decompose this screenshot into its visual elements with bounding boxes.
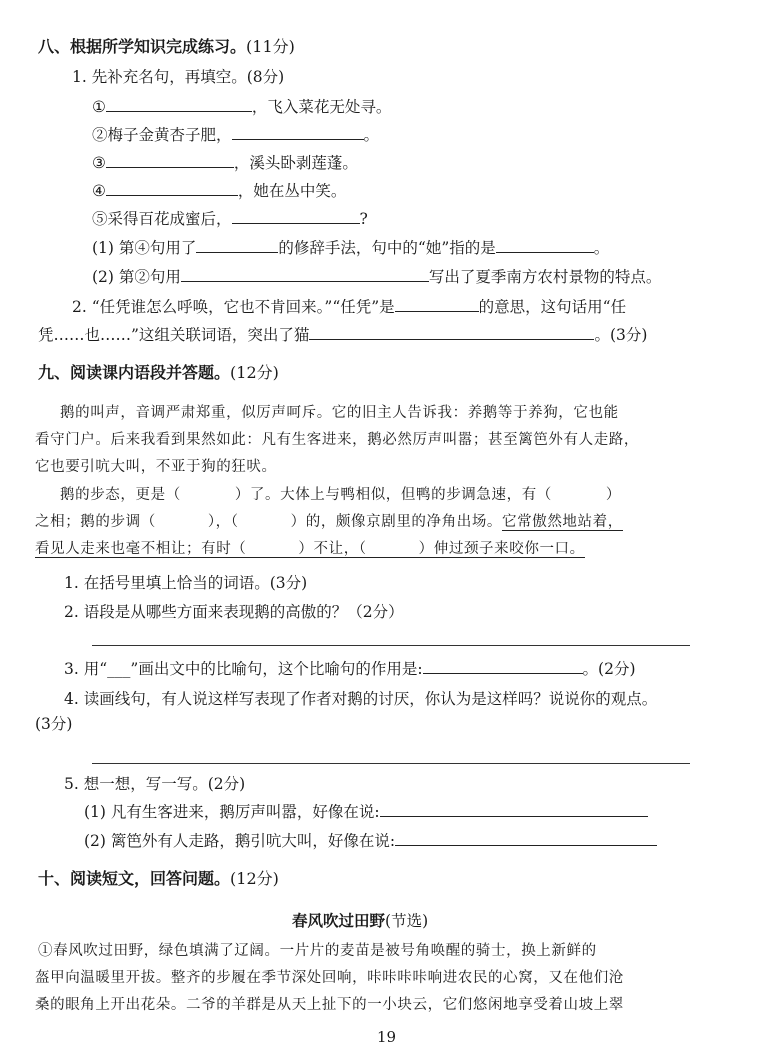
underlined-sentence: 它常傲然地站着， [502,514,623,530]
blank[interactable] [496,237,594,253]
s8-q1-item4: ④ ，她在丛中笑。 [92,182,347,200]
s8-q2-line2: 凭……也……”这组关联词语，突出了猫 。(3分) [38,326,648,344]
blank[interactable] [232,124,364,140]
section10-heading: 十、阅读短文，回答问题。(12分) [38,869,279,888]
s9-q5-sub1: (1) 凡有生客进来，鹅厉声叫嚣，好像在说: [84,801,648,823]
s9-passage-line: 它也要引吭大叫，不亚于狗的狂吠。 [35,459,277,475]
blank[interactable] [423,658,583,674]
blank[interactable] [196,237,278,253]
s8-q1-item3: ③ ，溪头卧剥莲蓬。 [92,154,358,172]
s10-passage-line: 桑的眼角上开出花朵。二爷的羊群是从天上扯下的一小块云，它们悠闲地享受着山坡上翠 [35,997,624,1013]
s8-q1-item2: ②梅子金黄杏子肥， 。 [92,126,380,144]
s9-passage-line: 之相；鹅的步调（ ），（ ）的，颇像京剧里的净角出场。它常傲然地站着， [35,514,623,530]
page-number: 19 [377,1028,397,1046]
s8-q1-stem: 1. 先补充名句，再填空。(8分) [72,68,285,86]
blank[interactable] [232,208,360,224]
blank[interactable] [106,152,234,168]
answer-line[interactable] [92,763,690,764]
s9-passage-line: 看守门户。后来我看到果然如此：凡有生客进来，鹅必然厉声叫嚣；甚至篱笆外有人走路， [35,432,639,448]
s9-q1: 1. 在括号里填上恰当的词语。(3分) [64,574,308,592]
section8-heading: 八、根据所学知识完成练习。(11分) [38,37,295,56]
s8-q1-item5: ⑤采得百花成蜜后， ? [92,210,368,228]
s9-q3: 3. 用“___”画出文中的比喻句，这个比喻句的作用是: 。(2分) [64,660,636,678]
s10-passage-line: ①春风吹过田野，绿色填满了辽阔。一片片的麦苗是被号角唤醒的骑士，换上新鲜的 [38,943,597,959]
s9-passage-line [35,538,585,560]
s9-passage-line: 鹅的叫声，音调严肃郑重，似厉声呵斥。它的旧主人告诉我：养鹅等于养狗，它也能 [60,405,619,421]
s8-q1-sub1: (1) 第④句用了 的修辞手法，句中的“她”指的是 。 [92,239,610,257]
blank[interactable] [106,180,238,196]
section9-heading: 九、阅读课内语段并答题。(12分) [38,363,279,382]
s9-q4-line2: (3分) [35,715,73,733]
blank[interactable] [395,296,479,312]
article-title: 春风吹过田野(节选) [292,912,429,930]
underlined-sentence: 看见人走来也毫不相让；有时（ ）不让，（ ）伸过颈子来咬你一口。 [35,541,585,557]
answer-line[interactable] [92,645,690,646]
blank[interactable] [106,96,252,112]
blank[interactable] [309,324,594,340]
s9-q2: 2. 语段是从哪些方面来表现鹅的高傲的？（2分） [64,603,404,621]
s8-q1-sub2: (2) 第②句用 写出了夏季南方农村景物的特点。 [92,268,662,286]
s9-q5-sub2: (2) 篱笆外有人走路，鹅引吭大叫，好像在说: [84,830,657,852]
blank[interactable] [380,801,648,817]
blank[interactable] [395,830,657,846]
s8-q2-line1: 2. “任凭谁怎么呼唤，它也不肯回来。”“任凭”是 的意思，这句话用“任 [72,298,627,316]
s9-q4-line1: 4. 读画线句，有人说这样写表现了作者对鹅的讨厌，你认为是这样吗？说说你的观点。 [64,690,658,708]
blank[interactable] [181,266,429,282]
s9-passage-line: 鹅的步态，更是（ ）了。大体上与鸭相似，但鸭的步调急速，有（ ） [60,487,622,503]
s10-passage-line: 盔甲向温暖里开拔。整齐的步履在季节深处回响，咔咔咔咔响进农民的心窝，又在他们沧 [35,970,624,986]
s9-q5: 5. 想一想，写一写。(2分) [64,775,246,793]
s8-q1-item1: ① ，飞入菜花无处寻。 [92,98,392,116]
